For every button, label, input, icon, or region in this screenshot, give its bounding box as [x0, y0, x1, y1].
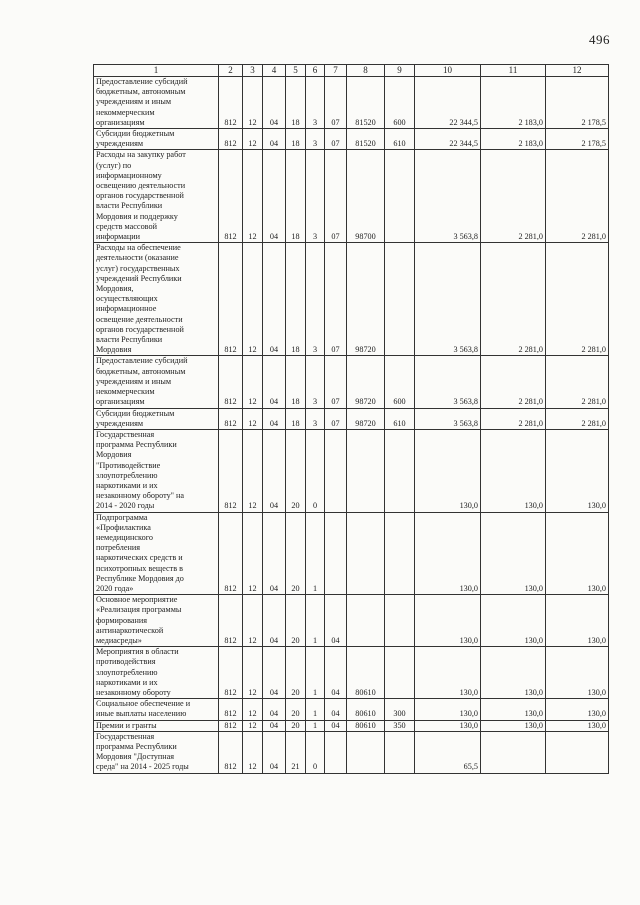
cell-col-10: 22 344,5	[415, 129, 481, 150]
row-description: Мероприятия в области противодействия злоупотреблению наркотиками и их незаконному обороту	[94, 647, 219, 699]
cell-col-6: 0	[306, 429, 325, 512]
cell-col-4: 04	[263, 647, 286, 699]
column-header: 11	[481, 65, 546, 77]
cell-col-9: 600	[385, 77, 415, 129]
cell-col-5: 20	[286, 595, 306, 647]
cell-col-2: 812	[219, 595, 243, 647]
budget-table	[93, 64, 609, 774]
cell-col-9	[385, 243, 415, 356]
cell-col-5: 18	[286, 129, 306, 150]
cell-col-9	[385, 647, 415, 699]
cell-col-7: 07	[325, 408, 347, 429]
cell-col-12: 130,0	[546, 512, 609, 595]
cell-col-7: 04	[325, 720, 347, 731]
cell-col-3: 12	[243, 731, 263, 773]
cell-col-12: 2 281,0	[546, 243, 609, 356]
cell-col-11: 130,0	[481, 512, 546, 595]
cell-col-3: 12	[243, 77, 263, 129]
row-description: Подпрограмма «Профилактика немедицинского потребления наркотических средств и психотропных веществ в Республике Мордовия до 2020 года»	[94, 512, 219, 595]
cell-col-9: 610	[385, 408, 415, 429]
cell-col-12: 130,0	[546, 429, 609, 512]
cell-col-4: 04	[263, 731, 286, 773]
cell-col-4: 04	[263, 720, 286, 731]
row-description: Государственная программа Республики Мордовия "Доступная среда" на 2014 - 2025 годы	[94, 731, 219, 773]
cell-col-2: 812	[219, 243, 243, 356]
cell-col-3: 12	[243, 512, 263, 595]
cell-col-10: 130,0	[415, 595, 481, 647]
cell-col-7	[325, 512, 347, 595]
cell-col-4: 04	[263, 77, 286, 129]
cell-col-6: 3	[306, 243, 325, 356]
cell-col-7: 07	[325, 77, 347, 129]
cell-col-7: 07	[325, 243, 347, 356]
cell-col-5: 18	[286, 243, 306, 356]
cell-col-9: 350	[385, 720, 415, 731]
cell-col-2: 812	[219, 720, 243, 731]
cell-col-2: 812	[219, 77, 243, 129]
cell-col-3: 12	[243, 129, 263, 150]
cell-col-9	[385, 595, 415, 647]
cell-col-4: 04	[263, 356, 286, 408]
table-row	[94, 356, 609, 408]
cell-col-8: 98720	[347, 356, 385, 408]
cell-col-10: 3 563,8	[415, 243, 481, 356]
cell-col-6: 0	[306, 731, 325, 773]
cell-col-8: 80610	[347, 647, 385, 699]
cell-col-8: 98720	[347, 408, 385, 429]
cell-col-10: 22 344,5	[415, 77, 481, 129]
cell-col-5: 18	[286, 408, 306, 429]
cell-col-11: 2 281,0	[481, 408, 546, 429]
cell-col-12: 2 178,5	[546, 77, 609, 129]
row-description: Субсидии бюджетным учреждениям	[94, 129, 219, 150]
cell-col-11: 130,0	[481, 720, 546, 731]
cell-col-3: 12	[243, 150, 263, 243]
cell-col-5: 21	[286, 731, 306, 773]
cell-col-11	[481, 731, 546, 773]
cell-col-5: 20	[286, 429, 306, 512]
cell-col-5: 20	[286, 647, 306, 699]
cell-col-4: 04	[263, 243, 286, 356]
row-description: Основное мероприятие «Реализация программы формирования антинаркотической медиасреды»	[94, 595, 219, 647]
cell-col-3: 12	[243, 647, 263, 699]
cell-col-2: 812	[219, 731, 243, 773]
row-description: Субсидии бюджетным учреждениям	[94, 408, 219, 429]
cell-col-6: 1	[306, 512, 325, 595]
cell-col-7	[325, 731, 347, 773]
cell-col-12: 130,0	[546, 699, 609, 720]
cell-col-11: 130,0	[481, 595, 546, 647]
cell-col-8	[347, 731, 385, 773]
cell-col-12: 130,0	[546, 720, 609, 731]
cell-col-8: 80610	[347, 720, 385, 731]
table-row	[94, 150, 609, 243]
cell-col-4: 04	[263, 699, 286, 720]
column-header: 3	[243, 65, 263, 77]
column-header: 1	[94, 65, 219, 77]
table-row	[94, 429, 609, 512]
cell-col-3: 12	[243, 720, 263, 731]
table-row	[94, 243, 609, 356]
cell-col-3: 12	[243, 595, 263, 647]
cell-col-3: 12	[243, 243, 263, 356]
column-header: 5	[286, 65, 306, 77]
cell-col-4: 04	[263, 408, 286, 429]
table-row	[94, 77, 609, 129]
table-row	[94, 731, 609, 773]
cell-col-11: 2 281,0	[481, 243, 546, 356]
cell-col-3: 12	[243, 429, 263, 512]
cell-col-6: 3	[306, 129, 325, 150]
cell-col-6: 1	[306, 699, 325, 720]
cell-col-9	[385, 512, 415, 595]
column-header: 8	[347, 65, 385, 77]
column-header: 4	[263, 65, 286, 77]
cell-col-10: 3 563,8	[415, 408, 481, 429]
cell-col-8: 81520	[347, 129, 385, 150]
cell-col-7: 04	[325, 647, 347, 699]
cell-col-12: 2 281,0	[546, 356, 609, 408]
column-header: 2	[219, 65, 243, 77]
cell-col-6: 3	[306, 356, 325, 408]
cell-col-11: 130,0	[481, 699, 546, 720]
row-description: Предоставление субсидий бюджетным, автономным учреждениям и иным некоммерческим организациям	[94, 77, 219, 129]
cell-col-12	[546, 731, 609, 773]
cell-col-5: 18	[286, 150, 306, 243]
column-header: 7	[325, 65, 347, 77]
row-description: Предоставление субсидий бюджетным, автономным учреждениям и иным некоммерческим организациям	[94, 356, 219, 408]
cell-col-9: 600	[385, 356, 415, 408]
cell-col-2: 812	[219, 408, 243, 429]
cell-col-8: 81520	[347, 77, 385, 129]
cell-col-7: 04	[325, 699, 347, 720]
cell-col-6: 3	[306, 150, 325, 243]
cell-col-4: 04	[263, 129, 286, 150]
cell-col-7: 07	[325, 129, 347, 150]
cell-col-2: 812	[219, 150, 243, 243]
cell-col-9	[385, 731, 415, 773]
cell-col-10: 130,0	[415, 699, 481, 720]
cell-col-7: 04	[325, 595, 347, 647]
table-row	[94, 720, 609, 731]
row-description: Государственная программа Республики Мордовия "Противодействие злоупотреблению наркотиками и их незаконному обороту" на 2014 - 2020 годы	[94, 429, 219, 512]
row-description: Расходы на закупку работ (услуг) по информационному освещению деятельности органов государственной власти Республики Мордовия и поддержку средств массовой информации	[94, 150, 219, 243]
cell-col-9: 300	[385, 699, 415, 720]
cell-col-5: 20	[286, 699, 306, 720]
cell-col-10: 130,0	[415, 720, 481, 731]
cell-col-12: 2 281,0	[546, 150, 609, 243]
row-description: Премии и гранты	[94, 720, 219, 731]
cell-col-4: 04	[263, 429, 286, 512]
cell-col-3: 12	[243, 356, 263, 408]
row-description: Социальное обеспечение и иные выплаты населению	[94, 699, 219, 720]
cell-col-2: 812	[219, 356, 243, 408]
cell-col-8	[347, 512, 385, 595]
cell-col-2: 812	[219, 512, 243, 595]
cell-col-9: 610	[385, 129, 415, 150]
cell-col-2: 812	[219, 429, 243, 512]
cell-col-6: 3	[306, 408, 325, 429]
cell-col-6: 1	[306, 647, 325, 699]
cell-col-5: 18	[286, 77, 306, 129]
cell-col-12: 130,0	[546, 647, 609, 699]
cell-col-10: 65,5	[415, 731, 481, 773]
cell-col-10: 3 563,8	[415, 150, 481, 243]
table-row	[94, 512, 609, 595]
cell-col-8	[347, 595, 385, 647]
row-description: Расходы на обеспечение деятельности (оказание услуг) государственных учреждений Республики Мордовия, осуществляющих информационное освещение деятельности органов государственной власти Республики Мордовия	[94, 243, 219, 356]
table-row	[94, 129, 609, 150]
cell-col-10: 130,0	[415, 647, 481, 699]
cell-col-11: 2 183,0	[481, 129, 546, 150]
cell-col-5: 20	[286, 720, 306, 731]
cell-col-3: 12	[243, 408, 263, 429]
column-header: 10	[415, 65, 481, 77]
cell-col-6: 1	[306, 595, 325, 647]
cell-col-2: 812	[219, 647, 243, 699]
cell-col-2: 812	[219, 699, 243, 720]
cell-col-4: 04	[263, 512, 286, 595]
cell-col-5: 20	[286, 512, 306, 595]
table-header-row	[94, 65, 609, 77]
table-row	[94, 647, 609, 699]
cell-col-2: 812	[219, 129, 243, 150]
cell-col-9	[385, 150, 415, 243]
column-header: 12	[546, 65, 609, 77]
table-row	[94, 408, 609, 429]
cell-col-8: 98700	[347, 150, 385, 243]
cell-col-12: 2 178,5	[546, 129, 609, 150]
cell-col-5: 18	[286, 356, 306, 408]
page-number: 496	[589, 32, 610, 47]
cell-col-6: 1	[306, 720, 325, 731]
cell-col-8	[347, 429, 385, 512]
cell-col-4: 04	[263, 595, 286, 647]
cell-col-10: 130,0	[415, 512, 481, 595]
cell-col-6: 3	[306, 77, 325, 129]
cell-col-11: 130,0	[481, 647, 546, 699]
cell-col-7: 07	[325, 356, 347, 408]
table-row	[94, 699, 609, 720]
cell-col-11: 2 281,0	[481, 150, 546, 243]
cell-col-4: 04	[263, 150, 286, 243]
cell-col-8: 98720	[347, 243, 385, 356]
cell-col-3: 12	[243, 699, 263, 720]
column-header: 6	[306, 65, 325, 77]
cell-col-11: 2 281,0	[481, 356, 546, 408]
cell-col-11: 130,0	[481, 429, 546, 512]
cell-col-12: 130,0	[546, 595, 609, 647]
cell-col-12: 2 281,0	[546, 408, 609, 429]
cell-col-11: 2 183,0	[481, 77, 546, 129]
column-header: 9	[385, 65, 415, 77]
cell-col-10: 130,0	[415, 429, 481, 512]
cell-col-9	[385, 429, 415, 512]
cell-col-7: 07	[325, 150, 347, 243]
table-row	[94, 595, 609, 647]
cell-col-10: 3 563,8	[415, 356, 481, 408]
cell-col-7	[325, 429, 347, 512]
cell-col-8: 80610	[347, 699, 385, 720]
